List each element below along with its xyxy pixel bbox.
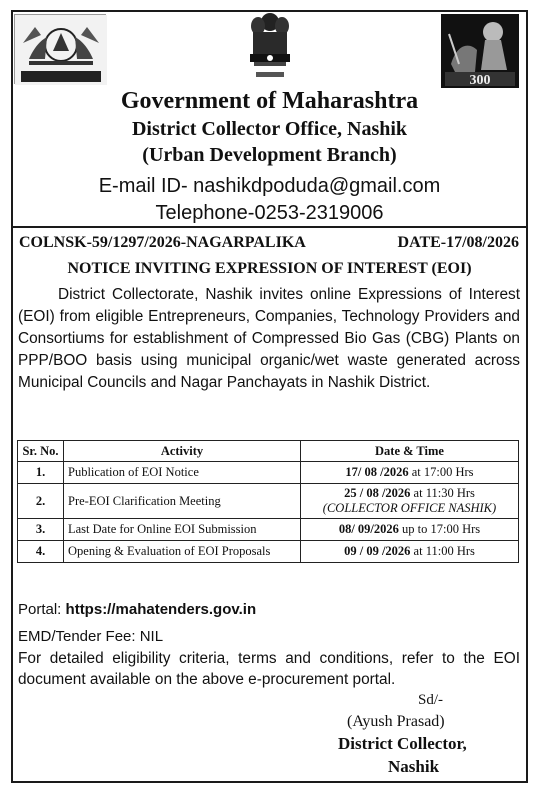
row-venue-note: (COLLECTOR OFFICE NASHIK) xyxy=(322,501,497,515)
portal-label: Portal: xyxy=(18,601,66,618)
header-divider xyxy=(13,226,526,228)
signatory-name: (Ayush Prasad) xyxy=(347,713,445,730)
table-row xyxy=(18,462,519,484)
row-time: at 11:00 Hrs xyxy=(410,544,475,558)
row-sr-no: 3. xyxy=(18,519,64,541)
signature-sd: Sd/- xyxy=(418,692,444,708)
row-date: 08/ 09/2026 xyxy=(338,522,399,536)
row-date-time xyxy=(301,519,519,541)
header-activity: Activity xyxy=(64,441,301,462)
row-activity: Pre-EOI Clarification Meeting xyxy=(64,484,301,519)
row-date: 25 / 08 /2026 xyxy=(344,486,411,500)
header-date-time: Date & Time xyxy=(301,441,519,462)
national-emblem-logo xyxy=(244,10,296,84)
branch-title: (Urban Development Branch) xyxy=(142,144,397,166)
row-time: at 11:30 Hrs xyxy=(410,486,475,500)
signatory-place: Nashik xyxy=(388,757,440,776)
details-text: For detailed eligibility criteria, terms and conditions, refer to the EOI document available on the above e-procurement portal. xyxy=(18,650,520,688)
telephone-line: Telephone-0253-2319006 xyxy=(155,202,384,224)
reference-number: COLNSK-59/1297/2026-NAGARPALIKA xyxy=(19,234,306,251)
table-row xyxy=(18,519,519,541)
row-time: at 17:00 Hrs xyxy=(408,465,474,479)
portal-line xyxy=(18,600,256,620)
row-date: 09 / 09 /2026 xyxy=(344,544,411,558)
reference-date: DATE-17/08/2026 xyxy=(397,234,519,251)
notice-title: NOTICE INVITING EXPRESSION OF INTEREST (EOI) xyxy=(67,260,472,277)
table-row xyxy=(18,541,519,563)
row-date: 17/ 08 /2026 xyxy=(345,465,409,479)
row-activity: Publication of EOI Notice xyxy=(64,462,301,484)
commemoration-logo xyxy=(441,14,519,88)
row-activity: Last Date for Online EOI Submission xyxy=(64,519,301,541)
row-date-time xyxy=(301,462,519,484)
row-date-time xyxy=(301,541,519,563)
row-sr-no: 4. xyxy=(18,541,64,563)
table-row xyxy=(18,484,519,519)
office-title: District Collector Office, Nashik xyxy=(131,118,408,140)
row-sr-no: 2. xyxy=(18,484,64,519)
row-activity: Opening & Evaluation of EOI Proposals xyxy=(64,541,301,563)
row-sr-no: 1. xyxy=(18,462,64,484)
header-sr-no: Sr. No. xyxy=(18,441,64,462)
row-time: up to 17:00 Hrs xyxy=(398,522,481,536)
svg-text:300: 300 xyxy=(469,73,491,88)
portal-link[interactable]: https://mahatenders.gov.in xyxy=(65,601,257,618)
table-header-row xyxy=(18,441,519,462)
district-seal-logo xyxy=(14,14,106,84)
schedule-table xyxy=(17,440,519,563)
email-line: E-mail ID- nashikdpoduda@gmail.com xyxy=(98,175,441,197)
signatory-designation: District Collector, xyxy=(338,734,467,753)
government-title: Government of Maharashtra xyxy=(120,88,419,114)
reference-line xyxy=(19,233,519,253)
row-date-time xyxy=(301,484,519,519)
notice-body: District Collectorate, Nashik invites online Expressions of Interest (EOI) from eligible Entrepreneurs, Companies, Technology Providers and Consortiums for establishment of Compressed Bio Gas (CBG) Plants on PPP/BOO basis using municipal organic/wet waste generated across Municipal Councils and Nagar Panchayats in Nashik District. xyxy=(18,286,520,391)
emd-fee-line: EMD/Tender Fee: NIL xyxy=(18,628,164,645)
